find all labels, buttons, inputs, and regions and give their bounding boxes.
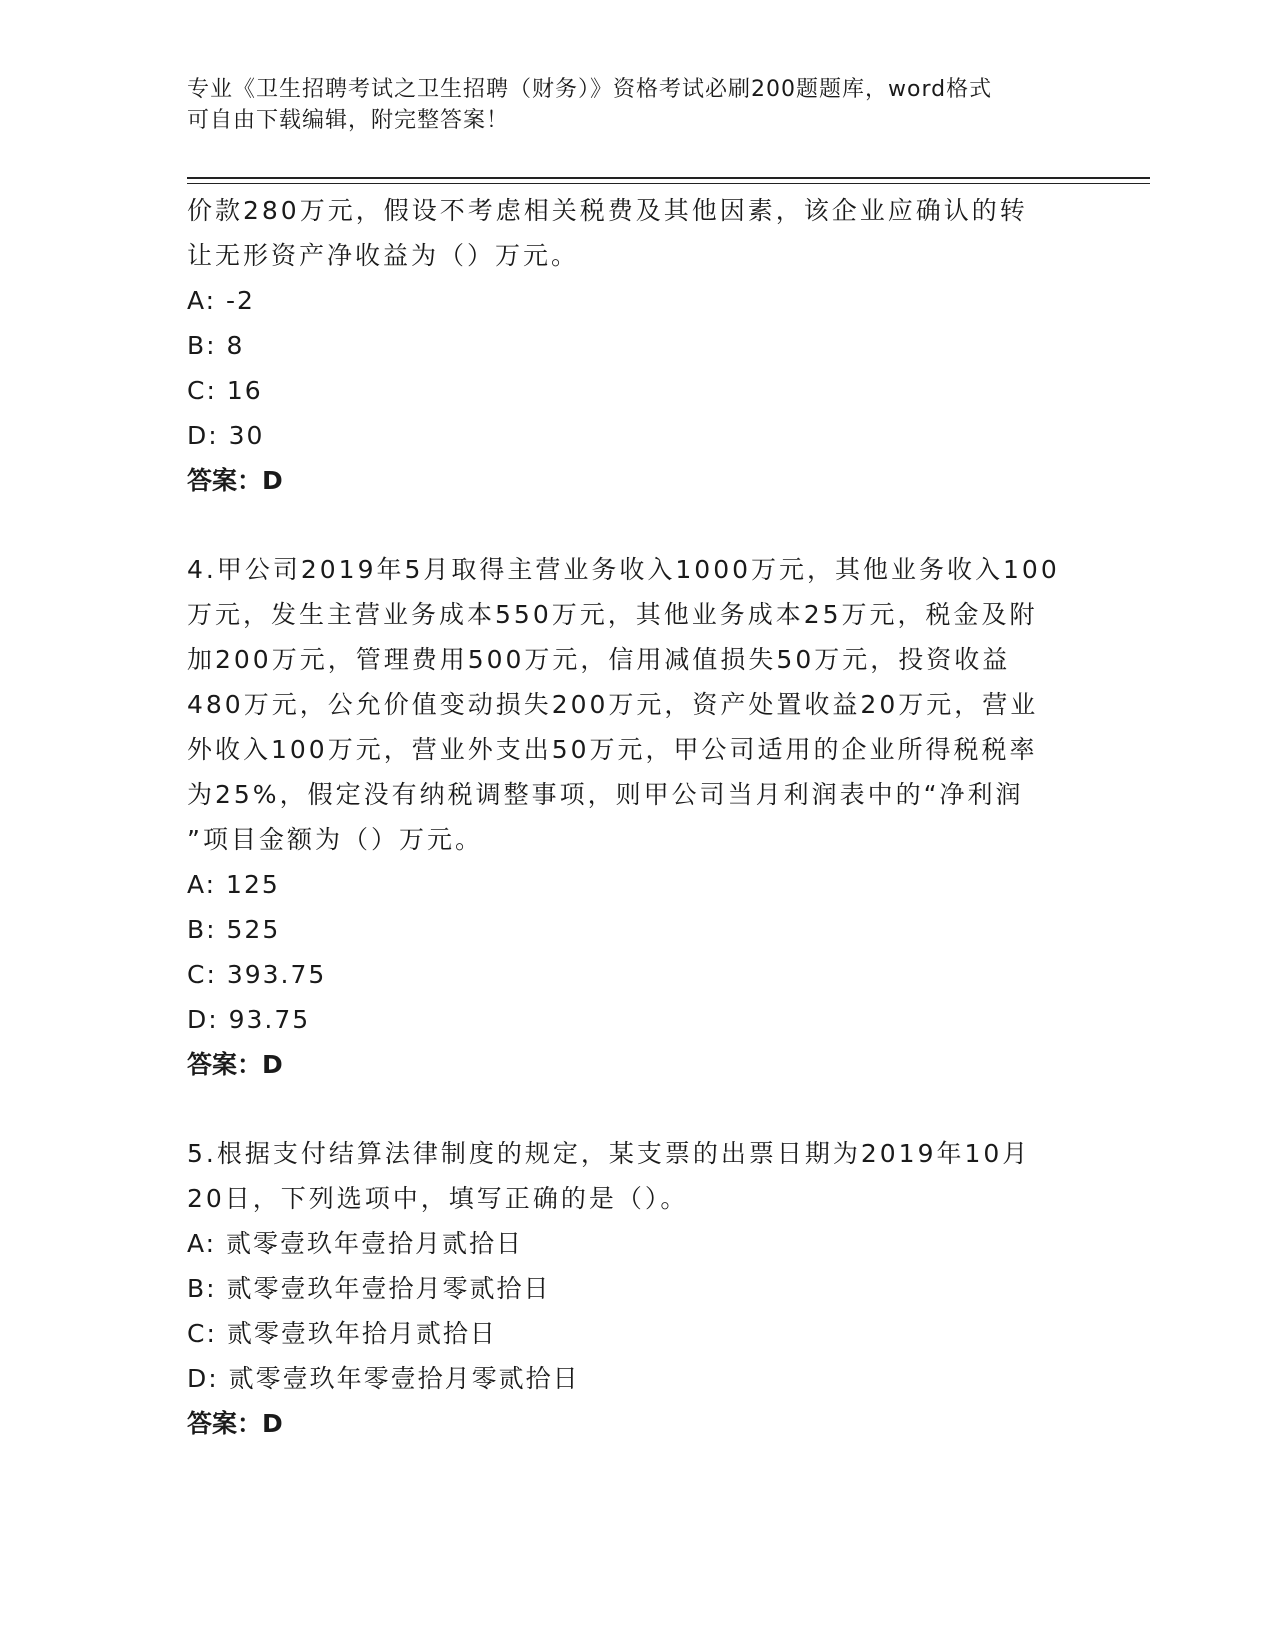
answer-line: 答案：D: [187, 466, 283, 495]
question-4: [187, 547, 1087, 1087]
header-title-line-2: 可自由下载编辑，附完整答案！: [187, 108, 510, 133]
answer-line: 答案：D: [187, 1050, 283, 1079]
option-d: D: 贰零壹玖年零壹拾月零贰拾日: [187, 1364, 580, 1393]
question-text-line: 20日，下列选项中，填写正确的是（）。: [187, 1184, 689, 1213]
question-5: [187, 1131, 1087, 1446]
option-c: C: 393.75: [187, 960, 327, 989]
option-d: D: 93.75: [187, 1005, 311, 1034]
question-3: [187, 188, 1087, 503]
question-list: [187, 188, 1087, 1446]
question-text-line: 加200万元，管理费用500万元，信用减值损失50万元，投资收益: [187, 645, 1011, 674]
question-text-line: 5.根据支付结算法律制度的规定，某支票的出票日期为2019年10月: [187, 1139, 1031, 1168]
option-a: A: -2: [187, 286, 255, 315]
option-b: B: 8: [187, 331, 245, 360]
question-text-line: 价款280万元，假设不考虑相关税费及其他因素，该企业应确认的转: [187, 196, 1028, 225]
document-header: [187, 74, 1067, 136]
option-b: B: 贰零壹玖年壹拾月零贰拾日: [187, 1274, 551, 1303]
option-c: C: 贰零壹玖年拾月贰拾日: [187, 1319, 497, 1348]
answer-line: 答案：D: [187, 1409, 283, 1438]
question-text-line: 让无形资产净收益为（）万元。: [187, 241, 580, 270]
question-text-line: 480万元，公允价值变动损失200万元，资产处置收益20万元，营业: [187, 690, 1039, 719]
option-b: B: 525: [187, 915, 281, 944]
option-c: C: 16: [187, 376, 263, 405]
header-divider-thick: [187, 177, 1150, 179]
question-text-line: 万元，发生主营业务成本550万元，其他业务成本25万元，税金及附: [187, 600, 1038, 629]
question-text-line: 外收入100万元，营业外支出50万元，甲公司适用的企业所得税税率: [187, 735, 1038, 764]
question-text-line: 4.甲公司2019年5月取得主营业务收入1000万元，其他业务收入100: [187, 555, 1060, 584]
option-a: A: 贰零壹玖年壹拾月贰拾日: [187, 1229, 524, 1258]
option-a: A: 125: [187, 870, 280, 899]
header-divider-thin: [187, 183, 1150, 184]
question-text-line: ”项目金额为（）万元。: [187, 825, 483, 854]
question-text-line: 为25%，假定没有纳税调整事项，则甲公司当月利润表中的“净利润: [187, 780, 1024, 809]
header-title-line-1: 专业《卫生招聘考试之卫生招聘（财务）》资格考试必刷200题题库，word格式: [187, 77, 993, 102]
option-d: D: 30: [187, 421, 265, 450]
